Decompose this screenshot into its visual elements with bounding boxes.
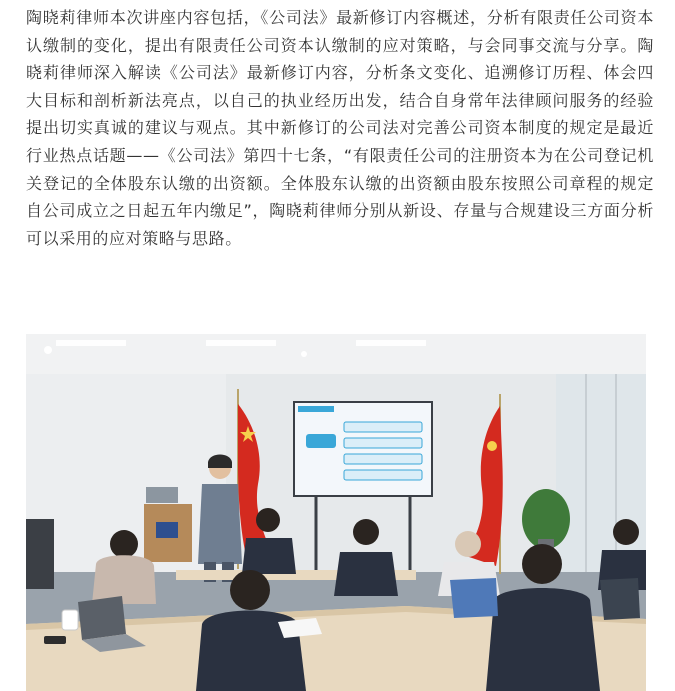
lecture-photo <box>26 334 646 691</box>
article-paragraph: 陶晓莉律师本次讲座内容包括，《公司法》最新修订内容概述，分析有限责任公司资本认缴制的变化，提出有限责任公司资本认缴制的应对策略，与会同事交流与分享。陶晓莉律师深入解读《公司法》最新修订内容，分析条文变化、追溯修订历程、体会四大目标和剖析新法亮点，以自己的执业经历出发，结合自身常年法律顾问服务的经验提出切实真诚的建议与观点。其中新修订的公司法对完善公司资本制度的规定是最近行业热点话题——《公司法》第四十七条，“有限责任公司的注册资本为在公司登记机关登记的全体股东认缴的出资额。全体股东认缴的出资额由股东按照公司章程的规定自公司成立之日起五年内缴足”，陶晓莉律师分别从新设、存量与合规建设三方面分析可以采用的应对策略与思路。 <box>26 8 654 248</box>
